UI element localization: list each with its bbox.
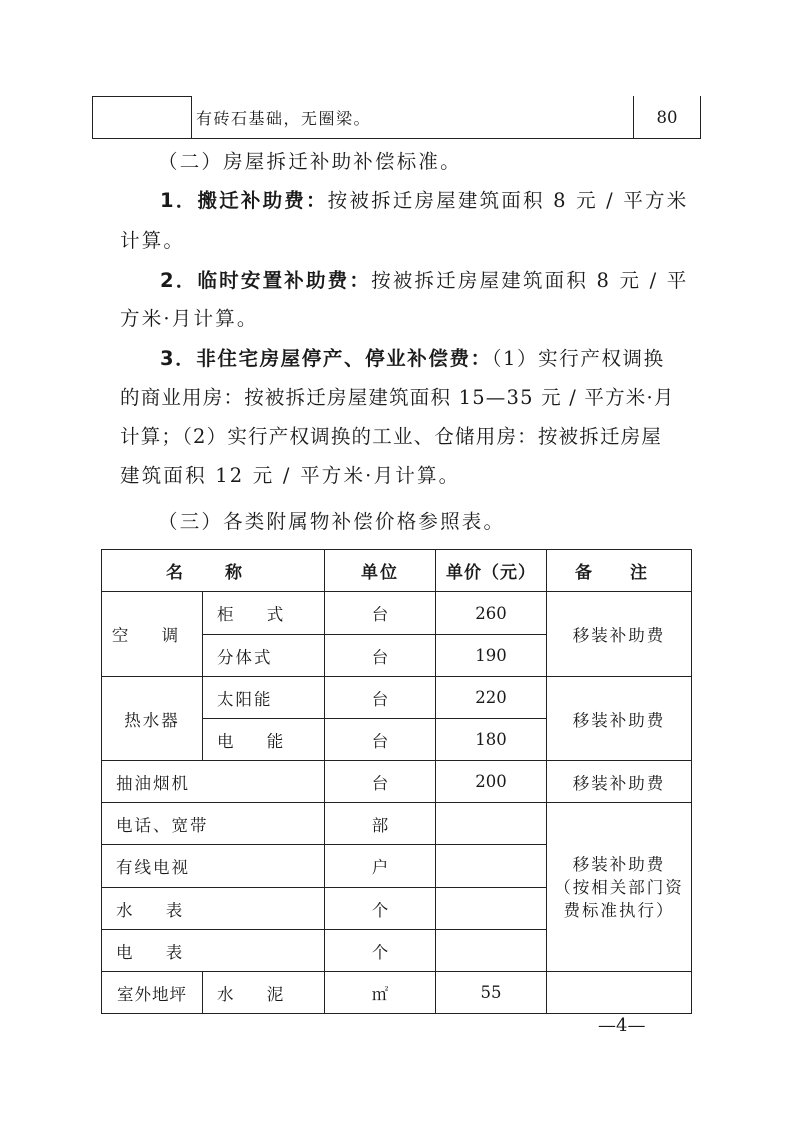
header-note: 备 注 (575, 563, 663, 583)
item1-text: 按被拆迁房屋建筑面积 8 元 / 平方米 (327, 189, 689, 212)
item3-text: （1）实行产权调换 (491, 347, 665, 370)
page-number: —4— (598, 1015, 646, 1036)
row-ac-cabinet: 柜 式 (217, 605, 298, 624)
section2-heading: （二）房屋拆迁补助补偿标准。 (158, 150, 462, 173)
item3-number: 3． (160, 347, 197, 370)
item2-line2: 方米·月计算。 (120, 307, 259, 330)
item3-line4: 建筑面积 12 元 / 平方米·月计算。 (120, 464, 461, 487)
item2-title: 临时安置补助费： (197, 269, 372, 292)
row-hood-note: 移装补助费 (572, 773, 666, 793)
utilities-note-line3: 费标准执行） (563, 900, 675, 920)
row-water-price (436, 888, 546, 929)
row-water-name: 水 表 (116, 900, 197, 920)
row-floor-group: 室外地坪 (117, 984, 187, 1004)
item3-line3: 计算；（2）实行产权调换的工业、仓储用房：按被拆迁房屋 (120, 425, 663, 448)
row-heater-solar-price: 220 (475, 688, 507, 707)
row-elec-unit: 个 (371, 942, 389, 962)
utilities-note-line1: 移装补助费 (572, 854, 666, 874)
row-ac-cabinet-unit: 台 (371, 605, 389, 624)
utilities-note-line2: （按相关部门资 (554, 877, 684, 897)
row-heater-electric-unit: 台 (371, 731, 389, 751)
item1-line1 (160, 182, 720, 220)
row-ac-split-unit: 台 (371, 647, 389, 667)
row-floor-cement: 水 泥 (217, 984, 298, 1004)
row-hood-price: 200 (475, 772, 507, 791)
row-elec-price (436, 930, 546, 971)
row-heater-note: 移装补助费 (572, 710, 666, 730)
header-price: 单价（元） (446, 563, 536, 583)
row-heater-electric-price: 180 (475, 730, 507, 749)
utilities-note (547, 803, 691, 971)
row-floor-price: 55 (480, 983, 502, 1002)
section3-heading: （三）各类附属物补偿价格参照表。 (158, 510, 506, 533)
item3-title: 非住宅房屋停产、停业补偿费： (196, 347, 492, 370)
item3-line2: 的商业用房：按被拆迁房屋建筑面积 15—35 元 / 平方米·月 (120, 386, 675, 409)
item1-number: 1． (160, 189, 198, 212)
row-phone-unit: 部 (371, 815, 389, 835)
row-hood-name: 抽油烟机 (116, 773, 190, 793)
row-ac-note: 移装补助费 (572, 626, 666, 645)
row-phone-price (436, 803, 546, 844)
row-tv-unit: 户 (371, 858, 389, 877)
row-ac-group: 空 调 (111, 626, 193, 645)
header-name: 名 称 (166, 563, 260, 583)
item2-number: 2． (160, 269, 198, 292)
row-ac-split-price: 190 (475, 646, 507, 665)
continuation-value: 80 (656, 108, 678, 127)
row-ac-cabinet-price: 260 (475, 603, 507, 623)
item2-text: 按被拆迁房屋建筑面积 8 元 / 平 (371, 269, 689, 292)
row-ac-split: 分体式 (217, 647, 273, 667)
row-water-unit: 个 (371, 900, 389, 920)
item1-title: 搬迁补助费： (197, 189, 328, 212)
row-heater-solar: 太阳能 (217, 689, 273, 709)
row-tv-price (436, 845, 546, 887)
continuation-description: 有砖石基础，无圈梁。 (196, 109, 372, 128)
item3-line1 (160, 340, 700, 378)
row-phone-name: 电话、宽带 (116, 815, 209, 835)
row-heater-electric: 电 能 (217, 731, 298, 751)
row-heater-solar-unit: 台 (371, 689, 389, 709)
row-floor-note (547, 972, 691, 1013)
header-unit: 单位 (361, 563, 399, 583)
item1-line2: 计算。 (120, 229, 186, 252)
row-tv-name: 有线电视 (116, 858, 190, 877)
row-floor-unit: ㎡ (371, 984, 389, 1004)
item2-line1 (160, 262, 720, 300)
row-heater-group: 热水器 (124, 710, 180, 730)
row-elec-name: 电 表 (116, 942, 197, 962)
row-hood-unit: 台 (371, 773, 389, 793)
